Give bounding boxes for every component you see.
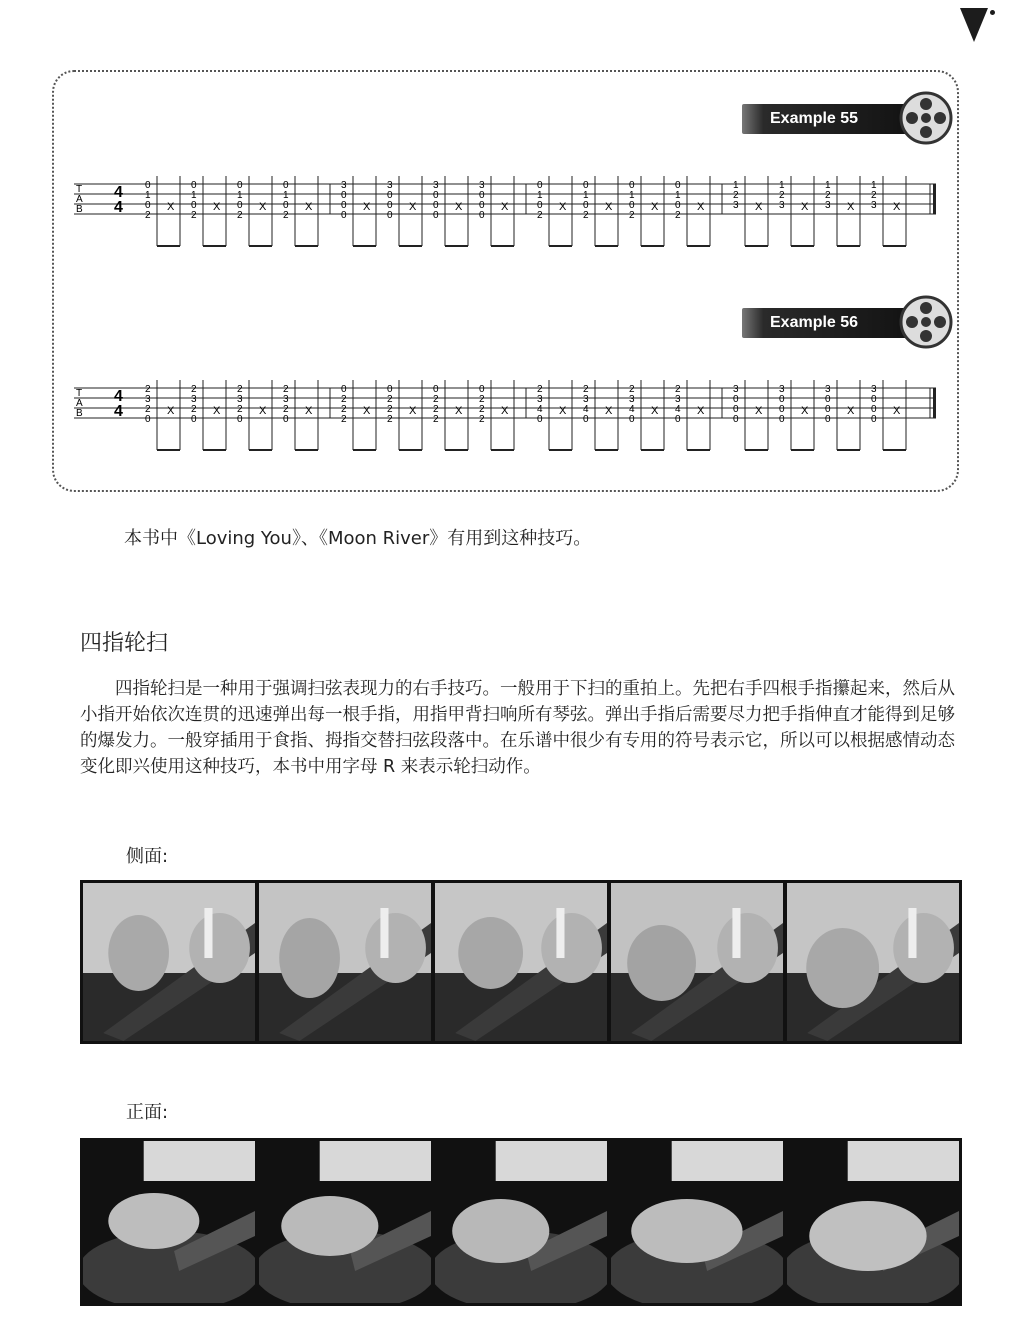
- tab-fret-number: 0: [733, 414, 739, 425]
- tab-fret-number: 0: [629, 414, 635, 425]
- tab-mute-mark: X: [167, 201, 175, 213]
- end-bar-thick: [933, 184, 936, 214]
- tab-fret-number: 1: [733, 180, 739, 191]
- tab-fret-number: 0: [583, 414, 589, 425]
- tab-fret-number: 0: [145, 414, 151, 425]
- tab-fret-number: 3: [871, 200, 877, 211]
- tab-fret-number: 2: [387, 404, 393, 415]
- photo-frame: [611, 1141, 783, 1303]
- tab-fret-number: 0: [341, 200, 347, 211]
- tab-mute-mark: X: [213, 201, 221, 213]
- tab-fret-number: 2: [733, 190, 739, 201]
- tab-mute-mark: X: [801, 201, 809, 213]
- tab-fret-number: 3: [145, 394, 151, 405]
- front-view-photo-strip: [80, 1138, 962, 1306]
- tab-mute-mark: X: [847, 201, 855, 213]
- tab-fret-number: 3: [387, 180, 393, 191]
- tab-fret-number: 4: [583, 404, 589, 415]
- tab-mute-mark: X: [801, 405, 809, 417]
- tab-fret-number: 0: [191, 414, 197, 425]
- tab-fret-number: 2: [237, 384, 243, 395]
- tab-fret-number: 2: [341, 404, 347, 415]
- tab-fret-number: 3: [733, 384, 739, 395]
- section-paragraph: 四指轮扫是一种用于强调扫弦表现力的右手技巧。一般用于下扫的重拍上。先把右手四根手指攥起来，然后从小指开始依次连贯的迅速弹出每一根手指，用指甲背扫响所有琴弦。弹出手指后需要尽力把手指伸直才能得到足够的爆发力。一般穿插用于食指、拇指交替扫弦段落中。在乐谱中很少有专用的符号表示它，所以可以根据感情动态变化即兴使用这种技巧，本书中用字母 R 来表示轮扫动作。: [80, 679, 955, 777]
- end-bar-thick: [933, 388, 936, 418]
- tab-fret-number: 2: [145, 384, 151, 395]
- tab-fret-number: 2: [629, 210, 635, 221]
- tab-fret-number: 0: [341, 210, 347, 221]
- tab-fret-number: 2: [341, 394, 347, 405]
- tab-fret-number: 3: [237, 394, 243, 405]
- tab-clef-letter: A: [76, 398, 83, 409]
- tab-fret-number: 0: [675, 414, 681, 425]
- photo-frame: [611, 883, 783, 1041]
- tab-fret-number: 2: [237, 404, 243, 415]
- tab-fret-number: 1: [283, 190, 289, 201]
- film-reel-icon: [898, 90, 954, 146]
- tab-fret-number: 2: [237, 210, 243, 221]
- tab-mute-mark: X: [409, 201, 417, 213]
- side-view-photo-strip: [80, 880, 962, 1044]
- tab-mute-mark: X: [363, 201, 371, 213]
- photo-frame: [83, 1141, 255, 1303]
- tab-fret-number: 0: [537, 414, 543, 425]
- tab-fret-number: 2: [191, 404, 197, 415]
- tab-clef-letter: A: [76, 194, 83, 205]
- tab-fret-number: 0: [537, 200, 543, 211]
- tab-fret-number: 0: [629, 180, 635, 191]
- tab-fret-number: 0: [387, 210, 393, 221]
- tab-fret-number: 2: [191, 210, 197, 221]
- tab-fret-number: 3: [825, 384, 831, 395]
- tab-mute-mark: X: [605, 201, 613, 213]
- tab-fret-number: 2: [779, 190, 785, 201]
- tab-fret-number: 2: [145, 404, 151, 415]
- tab-mute-mark: X: [651, 201, 659, 213]
- tab-fret-number: 0: [433, 190, 439, 201]
- time-signature: 4: [114, 403, 123, 420]
- tab-fret-number: 4: [629, 404, 635, 415]
- tab-fret-number: 0: [387, 190, 393, 201]
- time-signature: 4: [114, 184, 123, 201]
- time-signature: 4: [114, 388, 123, 405]
- tab-fret-number: 1: [871, 180, 877, 191]
- tab-fret-number: 2: [675, 384, 681, 395]
- tab-mute-mark: X: [501, 201, 509, 213]
- tab-fret-number: 0: [237, 414, 243, 425]
- tab-fret-number: 0: [871, 394, 877, 405]
- tab-fret-number: 2: [145, 210, 151, 221]
- tab-mute-mark: X: [455, 405, 463, 417]
- tab-mute-mark: X: [259, 405, 267, 417]
- tab-fret-number: 0: [237, 180, 243, 191]
- tab-fret-number: 2: [871, 190, 877, 201]
- tab-clef-letter: B: [76, 204, 83, 215]
- tab-fret-number: 2: [341, 414, 347, 425]
- tab-mute-mark: X: [305, 201, 313, 213]
- tab-fret-number: 0: [283, 200, 289, 211]
- photo-frame: [259, 883, 431, 1041]
- tab-fret-number: 0: [779, 414, 785, 425]
- tab-fret-number: 3: [825, 200, 831, 211]
- tab-fret-number: 0: [583, 180, 589, 191]
- tab-fret-number: 3: [733, 200, 739, 211]
- photo-frame: [787, 883, 959, 1041]
- tab-fret-number: 0: [871, 414, 877, 425]
- tab-fret-number: 2: [283, 404, 289, 415]
- tab-mute-mark: X: [409, 405, 417, 417]
- tab-fret-number: 2: [629, 384, 635, 395]
- tab-fret-number: 0: [675, 200, 681, 211]
- photo-frame: [83, 883, 255, 1041]
- tab-fret-number: 0: [825, 414, 831, 425]
- tab-fret-number: 0: [341, 190, 347, 201]
- tab-fret-number: 2: [283, 210, 289, 221]
- photo-frame: [435, 1141, 607, 1303]
- tab-fret-number: 0: [237, 200, 243, 211]
- tab-fret-number: 1: [537, 190, 543, 201]
- tab-fret-number: 1: [825, 180, 831, 191]
- tab-mute-mark: X: [455, 201, 463, 213]
- tab-fret-number: 2: [675, 210, 681, 221]
- tab-fret-number: 0: [779, 404, 785, 415]
- tab-clef-letter: T: [76, 184, 83, 195]
- tab-fret-number: 0: [779, 394, 785, 405]
- tab-fret-number: 2: [433, 404, 439, 415]
- tab-fret-number: 3: [341, 180, 347, 191]
- tab-fret-number: 0: [191, 180, 197, 191]
- tab-fret-number: 3: [629, 394, 635, 405]
- tab-fret-number: 2: [433, 414, 439, 425]
- tab-fret-number: 2: [537, 210, 543, 221]
- tab-fret-number: 0: [871, 404, 877, 415]
- tab-mute-mark: X: [893, 405, 901, 417]
- tab-fret-number: 4: [537, 404, 543, 415]
- tab-fret-number: 1: [629, 190, 635, 201]
- tab-fret-number: 0: [433, 200, 439, 211]
- example-56-label: Example 56: [770, 314, 859, 331]
- tab-fret-number: 2: [825, 190, 831, 201]
- tab-fret-number: 2: [479, 394, 485, 405]
- page-corner-dot: [990, 10, 995, 15]
- tab-fret-number: 0: [145, 200, 151, 211]
- tab-mute-mark: X: [213, 405, 221, 417]
- tab-fret-number: 0: [675, 180, 681, 191]
- example-55-label: Example 55: [770, 110, 859, 127]
- tab-fret-number: 0: [341, 384, 347, 395]
- tab-fret-number: 2: [283, 384, 289, 395]
- example-56-badge: [742, 308, 920, 338]
- time-signature: 4: [114, 199, 123, 216]
- tab-staff-example-56: [74, 374, 944, 484]
- tab-mute-mark: X: [847, 405, 855, 417]
- tab-fret-number: 1: [675, 190, 681, 201]
- tab-fret-number: 2: [191, 384, 197, 395]
- tab-fret-number: 3: [871, 384, 877, 395]
- tab-fret-number: 0: [145, 180, 151, 191]
- tab-fret-number: 0: [283, 180, 289, 191]
- tab-mute-mark: X: [697, 201, 705, 213]
- tab-mute-mark: X: [755, 405, 763, 417]
- tab-fret-number: 0: [479, 200, 485, 211]
- tab-fret-number: 3: [779, 384, 785, 395]
- tab-fret-number: 0: [825, 404, 831, 415]
- tab-fret-number: 3: [479, 180, 485, 191]
- tab-mute-mark: X: [697, 405, 705, 417]
- page-corner-mark: [960, 8, 988, 42]
- tab-fret-number: 3: [433, 180, 439, 191]
- tab-mute-mark: X: [559, 201, 567, 213]
- tab-fret-number: 3: [779, 200, 785, 211]
- front-view-label: 正面:: [126, 1102, 169, 1123]
- tab-fret-number: 0: [583, 200, 589, 211]
- tab-mute-mark: X: [893, 201, 901, 213]
- tab-fret-number: 1: [779, 180, 785, 191]
- tab-fret-number: 0: [537, 180, 543, 191]
- tab-mute-mark: X: [363, 405, 371, 417]
- tab-fret-number: 0: [387, 200, 393, 211]
- tab-fret-number: 1: [145, 190, 151, 201]
- tab-fret-number: 0: [479, 190, 485, 201]
- tab-fret-number: 0: [629, 200, 635, 211]
- tab-fret-number: 3: [537, 394, 543, 405]
- photo-frame: [435, 883, 607, 1041]
- tab-fret-number: 2: [387, 414, 393, 425]
- tab-mute-mark: X: [167, 405, 175, 417]
- tab-fret-number: 0: [387, 384, 393, 395]
- tab-fret-number: 0: [433, 210, 439, 221]
- tab-fret-number: 0: [433, 384, 439, 395]
- tab-mute-mark: X: [605, 405, 613, 417]
- tab-fret-number: 3: [191, 394, 197, 405]
- tab-fret-number: 2: [583, 384, 589, 395]
- tab-clef-letter: T: [76, 388, 83, 399]
- tab-fret-number: 4: [675, 404, 681, 415]
- tab-mute-mark: X: [755, 201, 763, 213]
- film-reel-icon: [898, 294, 954, 350]
- tab-mute-mark: X: [651, 405, 659, 417]
- tab-mute-mark: X: [501, 405, 509, 417]
- tab-fret-number: 0: [191, 200, 197, 211]
- tab-fret-number: 0: [283, 414, 289, 425]
- photo-frame: [259, 1141, 431, 1303]
- tab-staff-example-55: [74, 170, 944, 280]
- tab-fret-number: 0: [479, 384, 485, 395]
- tab-fret-number: 1: [237, 190, 243, 201]
- example-55-badge: [742, 104, 920, 134]
- tab-fret-number: 2: [479, 414, 485, 425]
- tab-fret-number: 0: [733, 404, 739, 415]
- tab-mute-mark: X: [559, 405, 567, 417]
- side-view-label: 侧面:: [126, 846, 169, 867]
- tab-fret-number: 2: [433, 394, 439, 405]
- tab-clef-letter: B: [76, 408, 83, 419]
- tab-fret-number: 2: [583, 210, 589, 221]
- tab-fret-number: 0: [479, 210, 485, 221]
- tab-fret-number: 1: [191, 190, 197, 201]
- tab-fret-number: 3: [583, 394, 589, 405]
- tab-fret-number: 2: [479, 404, 485, 415]
- mention-text: 本书中《Loving You》、《Moon River》有用到这种技巧。: [124, 528, 592, 549]
- tab-fret-number: 0: [733, 394, 739, 405]
- tab-mute-mark: X: [305, 405, 313, 417]
- tab-fret-number: 2: [387, 394, 393, 405]
- tab-fret-number: 1: [583, 190, 589, 201]
- tab-fret-number: 2: [537, 384, 543, 395]
- tab-fret-number: 0: [825, 394, 831, 405]
- tab-mute-mark: X: [259, 201, 267, 213]
- section-heading: 四指轮扫: [80, 631, 169, 656]
- tab-fret-number: 3: [283, 394, 289, 405]
- tab-fret-number: 3: [675, 394, 681, 405]
- photo-frame: [787, 1141, 959, 1303]
